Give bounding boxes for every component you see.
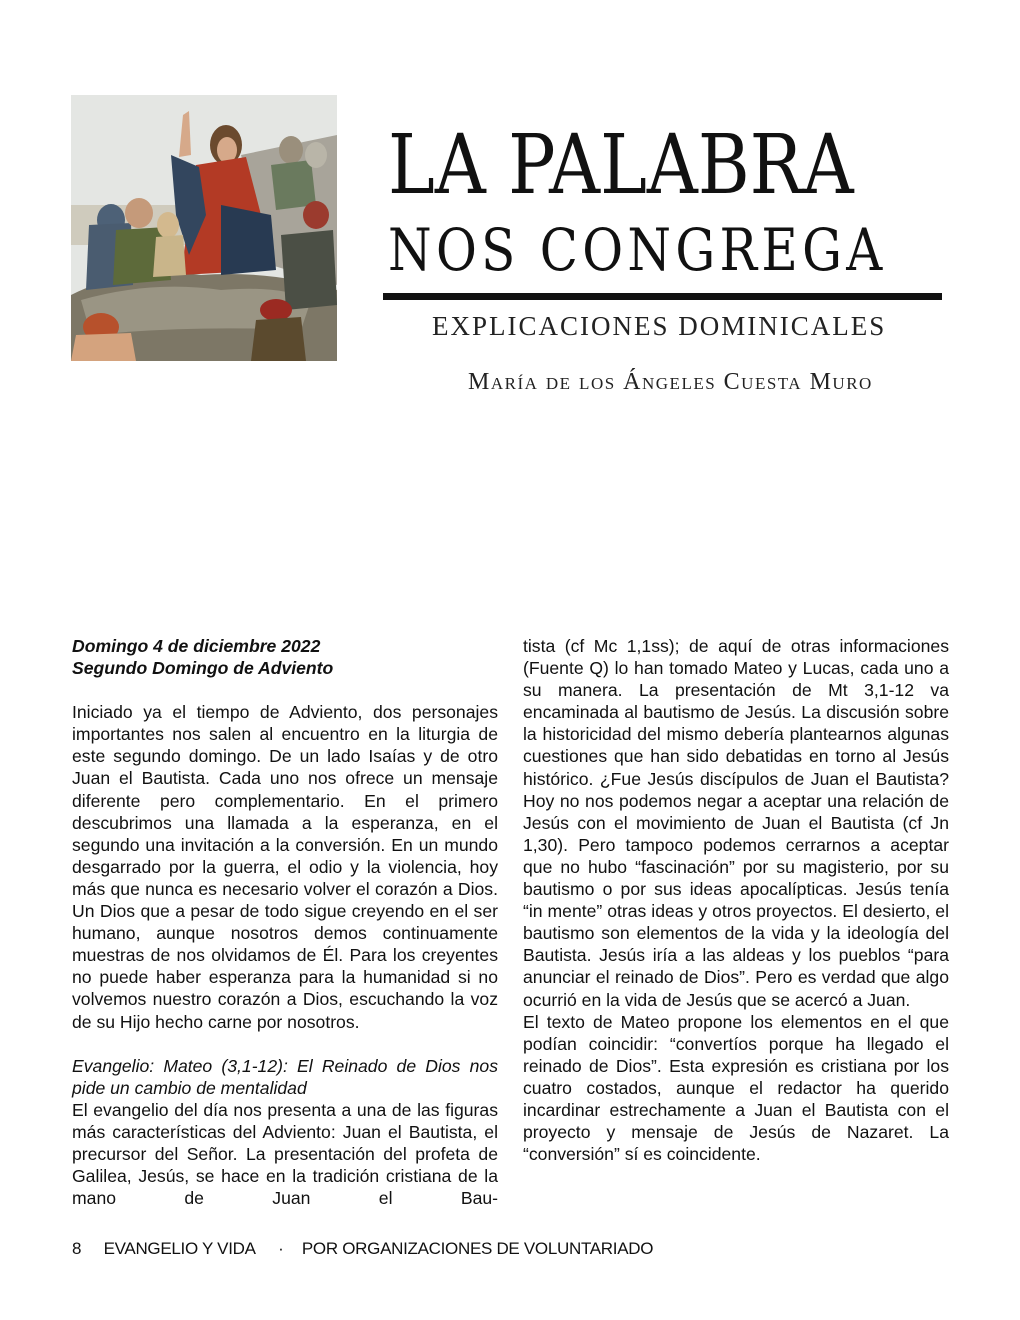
header-painting	[71, 95, 337, 361]
masthead-subtitle: EXPLICACIONES DOMINICALES	[432, 311, 887, 341]
gospel-paragraph-1-part-1: El evangelio del día nos presenta a una de las figuras más características del Adviento: Juan el Bautista, el precursor del Señor. La presentación del profeta de Galilea, Jesús, se hace en la tradición cristiana de la mano de Juan el Bau-	[72, 1099, 498, 1209]
page-number: 8	[72, 1239, 82, 1258]
article-column-right	[523, 635, 949, 1165]
footer-separator: ·	[278, 1239, 284, 1258]
gospel-paragraph-1-part-2: tista (cf Mc 1,1ss); de aquí de otras informaciones (Fuente Q) lo han tomado Mateo y Lucas, cada uno a su manera. La presentación de Mt 3,1-12 va encaminada al bautismo de Jesús. La discusión sobre la historicidad del mismo debería plantearnos algunas cuestiones que han sido debatidas en torno al Jesús histórico. ¿Fue Jesús discípulos de Juan el Bautista? Hoy no nos podemos negar a aceptar una relación de Jesús con el movimiento de Juan el Bautista (cf Jn 1,30). Pero tampoco podemos cerrarnos a aceptar que no hubo “fascinación” por su magisterio, por su bautismo o por sus ideas apocalípticas. Jesús tenía “in mente” otras ideas y otros proyectos. El desierto, el bautismo son elementos de la vida y la ideología del Bautista. Jesús iría a las aldeas y los pueblos “para anunciar el reinado de Dios”. Pero es verdad que algo ocurrió en la vida de Jesús que se acercó a Juan.	[523, 636, 949, 1010]
article-date: Domingo 4 de diciembre 2022	[72, 636, 321, 656]
masthead-title-line1: LA PALABRA	[388, 118, 854, 213]
article-intro-paragraph: Iniciado ya el tiempo de Adviento, dos personajes importantes nos salen al encuentro en la liturgia de este segundo domingo. De un lado Isaías y de otro Juan el Bautista. Cada uno nos ofrece un mensaje diferente pero complementario. En el primero descubrimos una llamada a la esperanza, en el segundo una invitación a la conversión. En un mundo desgarrado por la guerra, el odio y la violencia, hoy más que nunca es necesario volver el corazón a Dios. Un Dios que a pesar de todo sigue creyendo en el ser humano, aunque nosotros demos continuamente muestras de nos olvidamos de Él. Para los creyentes no puede haber esperanza para la humanidad si no volvemos nuestro corazón a Dios, escuchando la voz de su Hijo hecho carne por nosotros.	[72, 702, 498, 1032]
publication-name: EVANGELIO Y VIDA	[103, 1239, 256, 1258]
gospel-heading: Evangelio: Mateo (3,1-12): El Reinado de Dios nos pide un cambio de mentalidad	[72, 1055, 498, 1098]
article-liturgical-day: Segundo Domingo de Adviento	[72, 658, 334, 679]
author-name: María de los Ángeles Cuesta Muro	[468, 369, 873, 395]
article-column-left	[72, 635, 498, 1209]
page-footer	[72, 1239, 653, 1259]
masthead-divider	[383, 293, 942, 300]
masthead-title-line2: NOS CONGREGA	[388, 216, 887, 284]
painting-illustration	[71, 95, 337, 361]
footer-section: POR ORGANIZACIONES DE VOLUNTARIADO	[301, 1239, 654, 1258]
gospel-paragraph-2: El texto de Mateo propone los elementos en el que podían coincidir: “convertíos porque ha llegado el reinado de Dios”. Esta expresión es cristiana por los cuatro costados, aunque el redactor ha querido incardinar estrechamente a Juan el Bautista con el proyecto y mensaje de Jesús de Nazaret. La “conversión” sí es coincidente.	[523, 1011, 949, 1165]
